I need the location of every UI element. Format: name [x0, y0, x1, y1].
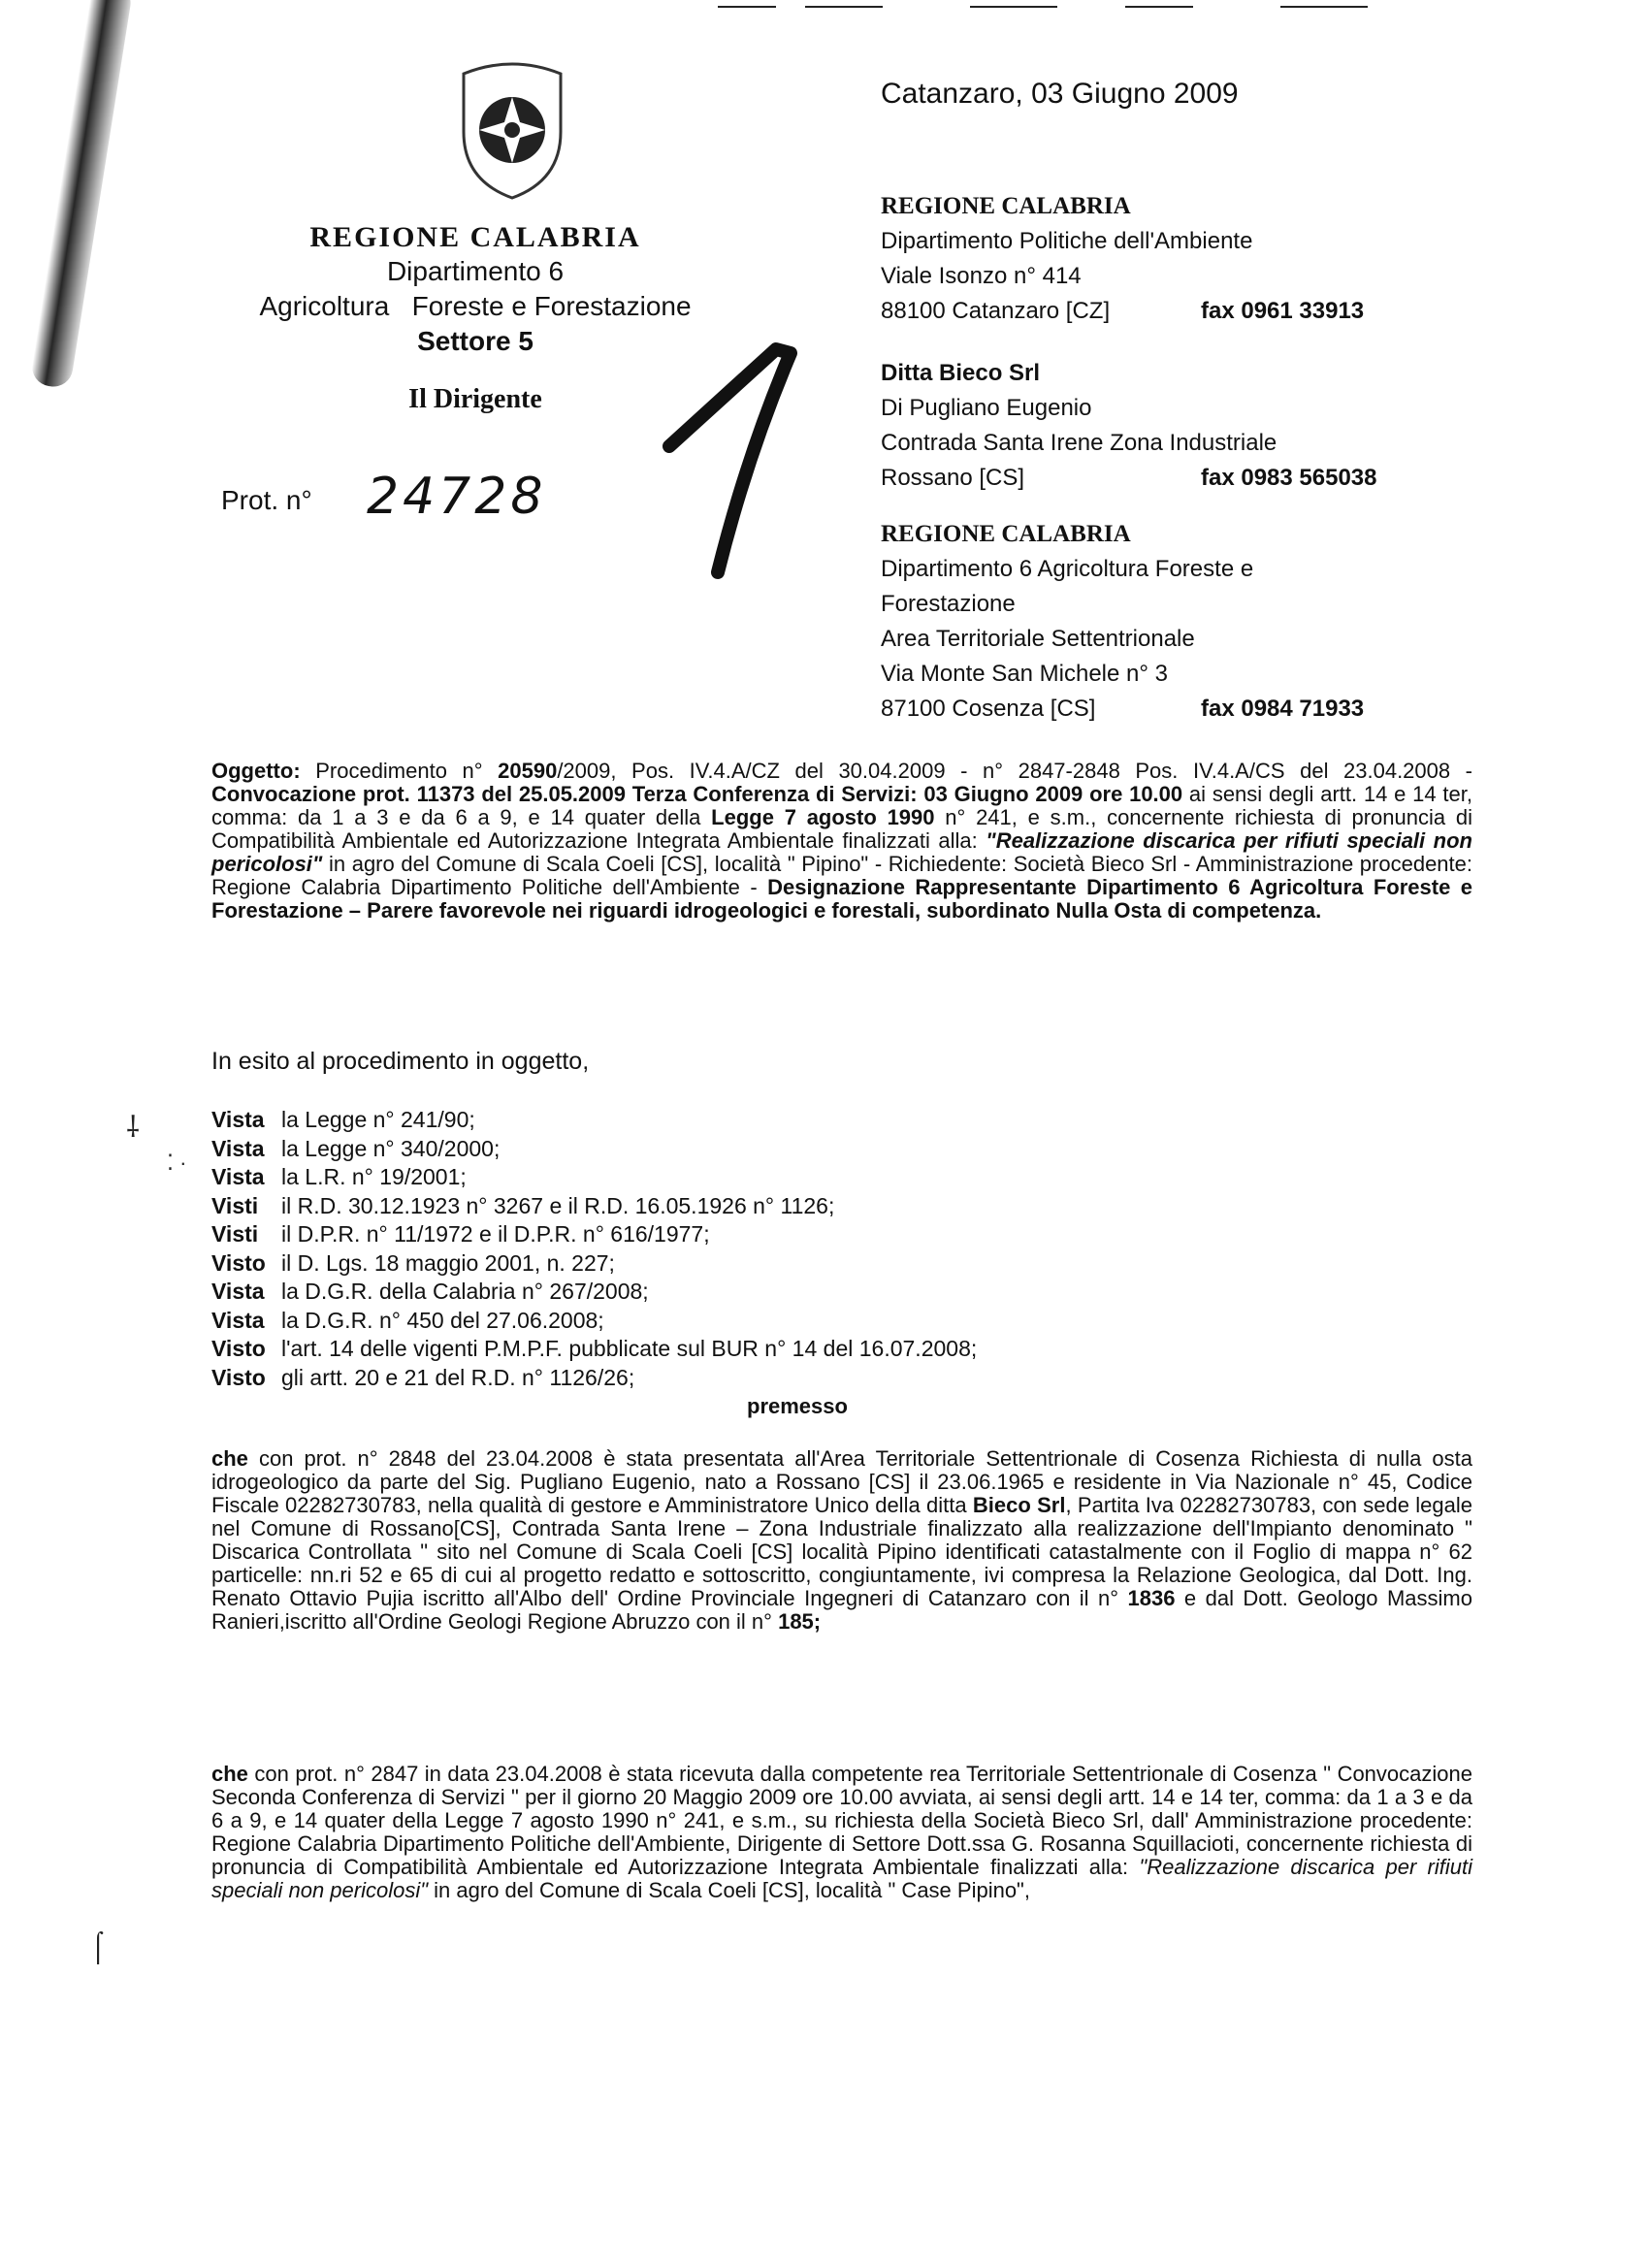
recipient-block-3 — [881, 517, 1463, 727]
margin-mark: ⸸ — [126, 1112, 141, 1144]
recipient-block-1 — [881, 189, 1463, 329]
list-item: Visto l'art. 14 delle vigenti P.M.P.F. pubblicate sul BUR n° 14 del 16.07.2008; — [211, 1336, 978, 1361]
subject-italic: "Realizzazione discarica per rifiuti speciali non pericolosi" — [211, 828, 1472, 876]
recipient-line: 88100 Catanzaro [CZ] — [881, 298, 1111, 324]
list-item: Visto gli artt. 20 e 21 del R.D. n° 1126/26; — [211, 1364, 635, 1390]
margin-mark: ⁚ · — [167, 1150, 187, 1175]
subject-label: Oggetto: — [211, 759, 301, 783]
scan-dash — [1280, 6, 1368, 8]
subject-text: Procedimento n° — [300, 759, 499, 783]
subject-bold: Convocazione prot. 11373 del 25.05.2009 Terza Conferenza di Servizi: 03 Giugno 2009 ore 10.00 — [211, 782, 1183, 806]
scan-dash — [970, 6, 1057, 8]
letter-date: Catanzaro, 03 Giugno 2009 — [881, 78, 1239, 110]
list-item: Vista la D.G.R. della Calabria n° 267/2008; — [211, 1279, 649, 1304]
scan-edge-artifact — [29, 0, 133, 389]
handwritten-number-1 — [630, 340, 824, 582]
letterhead-dept: Dipartimento 6 — [386, 256, 565, 286]
subject-text: ai sensi degli artt. 14 e 14 ter, comma: da 1 a 3 e da 6 a 9, e 14 quater della — [211, 782, 1472, 829]
recipient-line: Viale Isonzo n° 414 — [881, 263, 1082, 289]
letterhead-org: REGIONE CALABRIA — [309, 221, 641, 253]
subject-paragraph — [211, 760, 1472, 923]
recipient-line: Dipartimento Politiche dell'Ambiente — [881, 228, 1253, 254]
letterhead-sector: Settore 5 — [417, 326, 534, 356]
protocol-label: Prot. n° — [221, 485, 312, 515]
list-item: Visto il D. Lgs. 18 maggio 2001, n. 227; — [211, 1249, 615, 1276]
recipient-line: Rossano [CS] — [881, 465, 1025, 491]
recipient-line: Area Territoriale Settentrionale — [881, 626, 1195, 652]
recipient-line: Via Monte San Michele n° 3 — [881, 661, 1168, 687]
paragraph-2: che con prot. n° 2847 in data 23.04.2008 è stata ricevuta dalla competente rea Territoriale Settentrionale di Cosenza " Convocazione Seconda Conferenza di Servizi " per il giorno 20 Maggio 2009 ore 10.00 avviata, ai sensi degli artt. 14 e 14 ter, comma: da 1 a 3 e da 6 a 9, e 14 quater della Legge 7 agosto 1990 n° 241, e s.m., su richiesta della Società Bieco Srl, dall' Amministrazione procedente: Regione Calabria Dipartimento Politiche dell'Ambiente, Dirigente di Settore Dott.ssa G. Rosanna Squillacioti, concernente richiesta di pronuncia di Compatibilità Ambientale ed Autorizzazione Integrata Ambientale finalizzati alla: "Realizzazione discarica per rifiuti speciali non pericolosi" in agro del Comune di Scala Coeli [CS], località " Case Pipino", — [211, 1762, 1472, 1902]
paragraph-1: che con prot. n° 2848 del 23.04.2008 è stata presentata all'Area Territoriale Settentrionale di Cosenza Richiesta di nulla osta idrogeologico da parte del Sig. Pugliano Eugenio, nato a Rossano [CS] il 23.06.1965 e residente in Via Nazionale n° 45, Codice Fiscale 02282730783, nella qualità di gestore e Amministratore Unico della ditta Bieco Srl, Partita Iva 02282730783, con sede legale nel Comune di Rossano[CS], Contrada Santa Irene – Zona Industriale finalizzato alla realizzazione dell'Impianto denominato " Discarica Controllata " sito nel Comune di Scala Coeli [CS] località Pipino identificati catastalmente con il Foglio di mappa n° 62 particelle: nn.ri 52 e 65 di cui al progetto redatto e sottoscritto, congiuntamente, ivi compresa la Relazione Geologica, dal Dott. Ing. Renato Ottavio Pujia iscritto all'Albo dell' Ordine Provinciale Ingegneri di Catanzaro con il n° 1836 e dal Dott. Geologo Massimo Ranieri,iscritto all'Ordine Geologi Regione Abruzzo con il n° 185; — [211, 1446, 1473, 1634]
list-item: Visti il R.D. 30.12.1923 n° 3267 e il R.D. 16.05.1926 n° 1126; — [211, 1192, 835, 1218]
list-item: Vista la Legge n° 340/2000; — [211, 1135, 501, 1161]
protocol-number: 24728 — [367, 468, 547, 526]
letterhead-area: Agricoltura Foreste e Forestazione — [259, 291, 692, 321]
recipient-line: Dipartimento 6 Agricoltura Foreste e — [881, 556, 1254, 582]
subject-text: n° 241, e s.m., concernente richiesta di pronuncia di Compatibilità Ambientale ed Autorizzazione Integrata Ambientale finalizzati alla: — [211, 805, 1472, 853]
subject-text: /2009, Pos. IV.4.A/CZ del 30.04.2009 - n° 2847-2848 Pos. IV.4.A/CS del 23.04.2008 - — [557, 759, 1473, 783]
scan-dash — [718, 6, 776, 8]
subject-bold: Designazione Rappresentante Dipartimento 6 Agricoltura Foreste e Forestazione – Parere favorevole nei riguardi idrogeologici e forestali, subordinato Nulla Osta di competenza. — [211, 875, 1472, 923]
recipient-fax: fax 0984 71933 — [1201, 696, 1365, 722]
legal-references-list — [211, 1106, 977, 1392]
subject-bold: 20590 — [498, 759, 558, 783]
letterhead-director: Il Dirigente — [408, 384, 542, 414]
list-item: Vista la L.R. n° 19/2001; — [211, 1164, 467, 1189]
scan-dash — [1125, 6, 1193, 8]
recipient-org: REGIONE CALABRIA — [881, 521, 1131, 547]
margin-mark: ⌠ — [89, 1930, 108, 1962]
list-item: Vista la D.G.R. n° 450 del 27.06.2008; — [211, 1307, 604, 1333]
list-item: Vista la Legge n° 241/90; — [211, 1107, 475, 1132]
regional-emblem-icon — [444, 54, 580, 200]
intro-line: In esito al procedimento in oggetto, — [211, 1048, 590, 1075]
recipient-fax: fax 0983 565038 — [1201, 465, 1377, 491]
subject-text: in agro del Comune di Scala Coeli [CS], località " Pipino" - Richiedente: Società Bieco Srl - Amministrazione procedente: Regione Calabria Dipartimento Politiche dell'Ambiente - — [211, 852, 1472, 899]
premesso-heading: premesso — [747, 1394, 848, 1418]
recipient-fax: fax 0961 33913 — [1201, 298, 1365, 324]
recipient-org: Ditta Bieco Srl — [881, 360, 1041, 386]
subject-bold: Legge 7 agosto 1990 — [711, 805, 935, 829]
recipient-block-2 — [881, 356, 1463, 496]
recipient-line: Di Pugliano Eugenio — [881, 395, 1092, 421]
recipient-line: Contrada Santa Irene Zona Industriale — [881, 430, 1277, 456]
list-item: Visti il D.P.R. n° 11/1972 e il D.P.R. n° 616/1977; — [211, 1221, 710, 1247]
scan-dash — [805, 6, 883, 8]
recipient-line: 87100 Cosenza [CS] — [881, 696, 1096, 722]
recipient-org: REGIONE CALABRIA — [881, 193, 1131, 219]
recipient-line: Forestazione — [881, 591, 1016, 617]
